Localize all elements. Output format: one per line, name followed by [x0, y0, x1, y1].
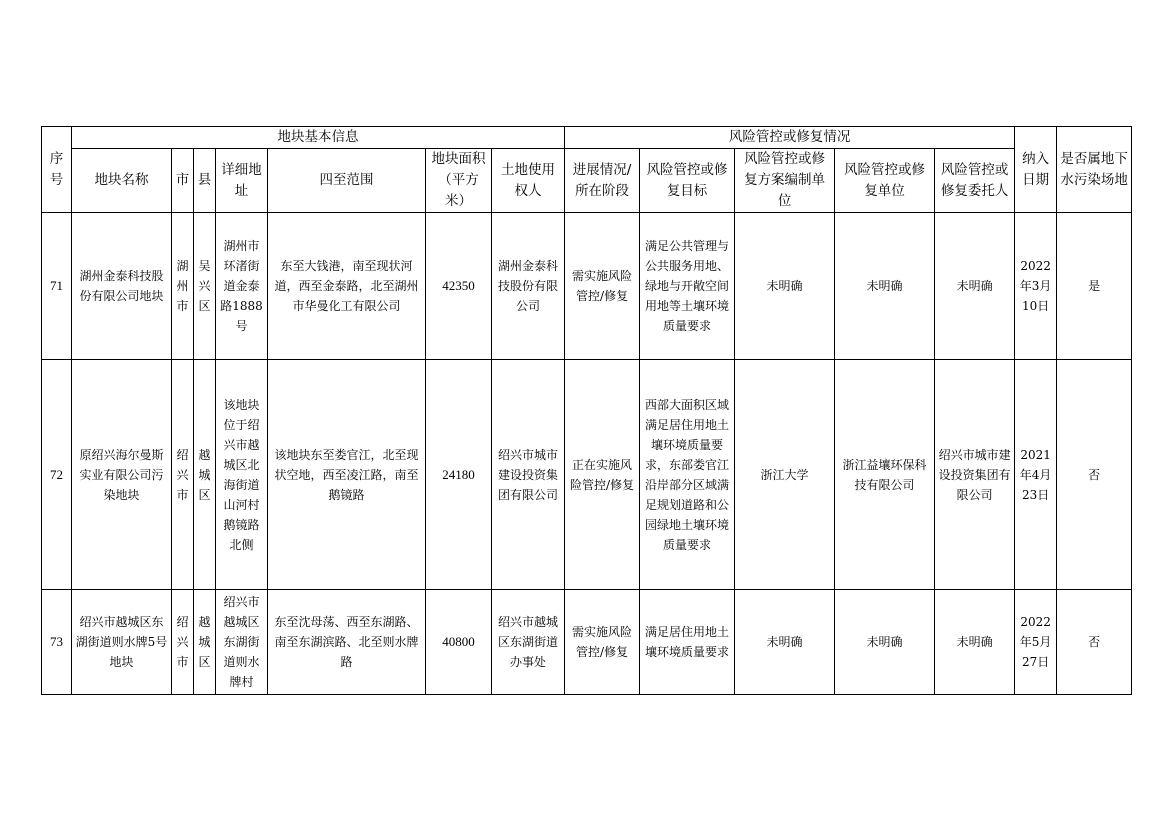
cell-groundwater: 是	[1057, 213, 1132, 360]
cell-groundwater: 否	[1057, 360, 1132, 590]
cell-planner: 浙江大学	[735, 360, 835, 590]
cell-name: 原绍兴海尔曼斯实业有限公司污染地块	[72, 360, 172, 590]
cell-target: 满足居住用地土壤环境质量要求	[640, 590, 735, 695]
cell-client: 绍兴市城市建设投资集团有限公司	[935, 360, 1015, 590]
header-stage: 进展情况/所在阶段	[565, 149, 640, 213]
cell-name: 湖州金泰科技股份有限公司地块	[72, 213, 172, 360]
header-area: 地块面积（平方米）	[426, 149, 492, 213]
cell-address: 绍兴市越城区东湖街道则水牌村	[216, 590, 268, 695]
cell-stage: 正在实施风险管控/修复	[565, 360, 640, 590]
cell-bounds: 东至大钱港，南至现状河道，西至金泰路，北至湖州市华曼化工有限公司	[268, 213, 426, 360]
cell-owner: 绍兴市城市建设投资集团有限公司	[492, 360, 565, 590]
cell-city: 湖州市	[172, 213, 194, 360]
header-executor: 风险管控或修复单位	[835, 149, 935, 213]
table-row	[42, 213, 1132, 360]
cell-name: 绍兴市越城区东湖街道则水牌5号地块	[72, 590, 172, 695]
table-row	[42, 360, 1132, 590]
cell-area: 42350	[426, 213, 492, 360]
cell-groundwater: 否	[1057, 590, 1132, 695]
cell-target: 满足公共管理与公共服务用地、绿地与开敞空间用地等土壤环境质量要求	[640, 213, 735, 360]
cell-city: 绍兴市	[172, 590, 194, 695]
header-target: 风险管控或修复目标	[640, 149, 735, 213]
cell-seq: 73	[42, 590, 72, 695]
cell-date: 2022年5月27日	[1015, 590, 1057, 695]
header-county: 县	[194, 149, 216, 213]
cell-owner: 绍兴市越城区东湖街道办事处	[492, 590, 565, 695]
header-owner: 土地使用权人	[492, 149, 565, 213]
header-risk-info: 风险管控或修复情况	[565, 127, 1015, 149]
cell-date: 2021年4月23日	[1015, 360, 1057, 590]
header-date: 纳入日期	[1015, 127, 1057, 213]
header-seq: 序号	[42, 127, 72, 213]
cell-executor: 浙江益壤环保科技有限公司	[835, 360, 935, 590]
cell-stage: 需实施风险管控/修复	[565, 213, 640, 360]
cell-stage: 需实施风险管控/修复	[565, 590, 640, 695]
cell-planner: 未明确	[735, 590, 835, 695]
header-planner: 风险管控或修复方案编制单位	[735, 149, 835, 213]
header-bounds: 四至范围	[268, 149, 426, 213]
cell-bounds: 东至沈母荡、西至东湖路、南至东湖滨路、北至则水牌路	[268, 590, 426, 695]
header-basic-info: 地块基本信息	[72, 127, 565, 149]
cell-seq: 72	[42, 360, 72, 590]
cell-date: 2022年3月10日	[1015, 213, 1057, 360]
cell-client: 未明确	[935, 590, 1015, 695]
cell-area: 40800	[426, 590, 492, 695]
cell-city: 绍兴市	[172, 360, 194, 590]
cell-owner: 湖州金泰科技股份有限公司	[492, 213, 565, 360]
cell-planner: 未明确	[735, 213, 835, 360]
cell-county: 吴兴区	[194, 213, 216, 360]
cell-seq: 71	[42, 213, 72, 360]
cell-client: 未明确	[935, 213, 1015, 360]
cell-address: 该地块位于绍兴市越城区北海街道山河村鹅镜路北侧	[216, 360, 268, 590]
cell-bounds: 该地块东至娄官江，北至现状空地，西至凌江路，南至鹅镜路	[268, 360, 426, 590]
header-city: 市	[172, 149, 194, 213]
cell-executor: 未明确	[835, 213, 935, 360]
cell-area: 24180	[426, 360, 492, 590]
cell-target: 西部大面积区域满足居住用地土壤环境质量要求，东部娄官江沿岸部分区域满足规划道路和公园绿地土壤环境质量要求	[640, 360, 735, 590]
header-client: 风险管控或修复委托人	[935, 149, 1015, 213]
cell-county: 越城区	[194, 360, 216, 590]
contaminated-sites-table	[41, 126, 1132, 695]
table-row	[42, 590, 1132, 695]
header-groundwater: 是否属地下水污染场地	[1057, 127, 1132, 213]
cell-address: 湖州市环渚街道金泰路1888号	[216, 213, 268, 360]
cell-county: 越城区	[194, 590, 216, 695]
header-name: 地块名称	[72, 149, 172, 213]
cell-executor: 未明确	[835, 590, 935, 695]
header-address: 详细地址	[216, 149, 268, 213]
